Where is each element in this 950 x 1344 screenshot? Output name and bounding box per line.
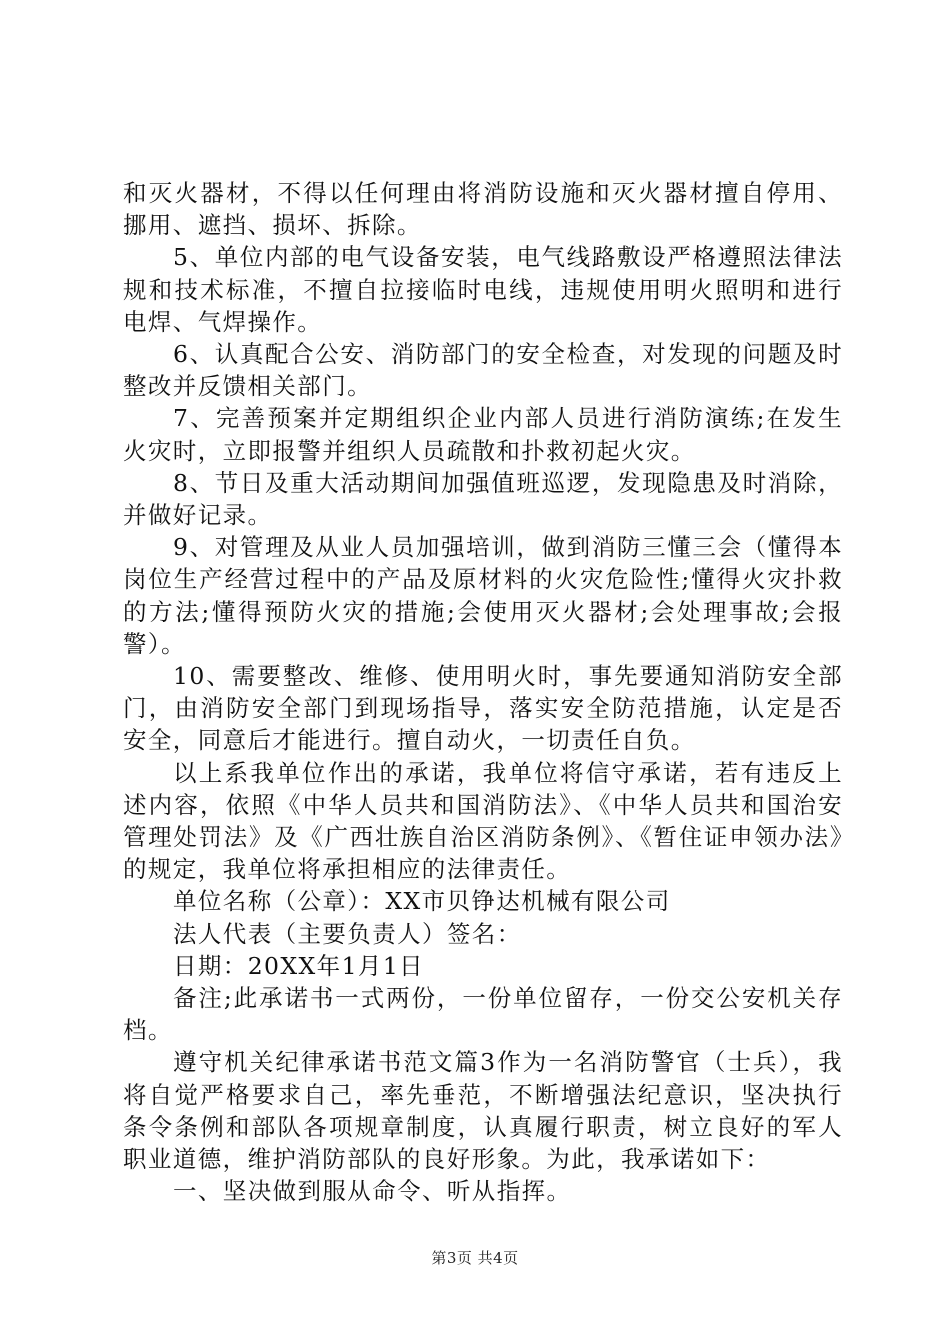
document-body bbox=[123, 177, 843, 1208]
paragraph-item-8: 8、节日及重大活动期间加强值班巡逻，发现隐患及时消除，并做好记录。 bbox=[123, 468, 843, 530]
paragraph-commitment: 以上系我单位作出的承诺，我单位将信守承诺，若有违反上述内容，依照《中华人员共和国消防法》、《中华人员共和国治安管理处罚法》及《广西壮族自治区消防条例》、《暂住证申领办法》的规定，我单位将承担相应的法律责任。 bbox=[123, 758, 843, 884]
paragraph-item-6: 6、认真配合公安、消防部门的安全检查，对发现的问题及时整改并反馈相关部门。 bbox=[123, 340, 843, 401]
signature-date: 日期：20XX年1月1日 bbox=[173, 951, 425, 980]
paragraph-item-5: 5、单位内部的电气设备安装，电气线路敷设严格遵照法律法规和技术标准，不擅自拉接临时电线，违规使用明火照明和进行电焊、气焊操作。 bbox=[123, 243, 843, 336]
paragraph-item-9: 9、对管理及从业人员加强培训，做到消防三懂三会（懂得本岗位生产经营过程中的产品及原材料的火灾危险性;懂得火灾扑救的方法;懂得预防火灾的措施;会使用灭火器材;会处理事故;会报警）。 bbox=[123, 533, 843, 658]
remark-paragraph: 备注;此承诺书一式两份，一份单位留存，一份交公安机关存档。 bbox=[123, 984, 843, 1045]
section3-intro-paragraph: 遵守机关纪律承诺书范文篇3作为一名消防警官（士兵），我将自觉严格要求自己，率先垂范，不断增强法纪意识，坚决执行条令条例和部队各项规章制度，认真履行职责，树立良好的军人职业道德，维护消防部队的良好形象。为此，我承诺如下： bbox=[123, 1048, 843, 1174]
paragraph-continued: 和灭火器材，不得以任何理由将消防设施和灭火器材擅自停用、挪用、遮挡、损坏、拆除。 bbox=[123, 179, 843, 240]
section3-item-1: 一、坚决做到服从命令、听从指挥。 bbox=[173, 1177, 572, 1206]
signature-legal-rep: 法人代表（主要负责人）签名： bbox=[173, 919, 522, 948]
signature-unit-name: 单位名称（公章）：XX市贝铮达机械有限公司 bbox=[173, 887, 671, 916]
paragraph-item-10: 10、需要整改、维修、使用明火时，事先要通知消防安全部门，由消防安全部门到现场指导，落实安全防范措施，认定是否安全，同意后才能进行。擅自动火，一切责任自负。 bbox=[123, 662, 843, 755]
paragraph-item-7: 7、完善预案并定期组织企业内部人员进行消防演练;在发生火灾时，立即报警并组织人员疏散和扑救初起火灾。 bbox=[123, 404, 843, 465]
page-footer: 第3页 共4页 bbox=[431, 1249, 519, 1267]
